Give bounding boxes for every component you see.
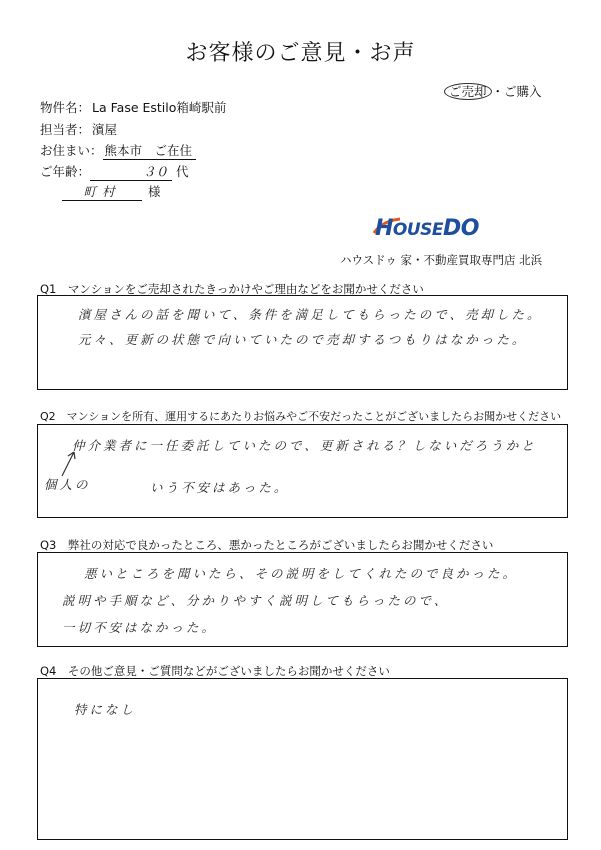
- answer-2-line-3: いう不安はあった。: [150, 480, 290, 495]
- answer-3-line-1: 悪いところを聞いたら、その説明をしてくれたので良かった。: [84, 566, 519, 581]
- residence-city: 熊本市: [104, 143, 143, 158]
- property-value: La Fase Estilo箱崎駅前: [92, 100, 227, 115]
- name-suffix: 様: [148, 184, 161, 199]
- property-label: 物件名：: [40, 100, 91, 115]
- staff-value: 濱屋: [92, 122, 118, 137]
- answer-3-line-3: 一切不安はなかった。: [62, 620, 218, 635]
- insert-arrow-icon: [58, 448, 80, 478]
- question-label-1: Q1 マンションをご売却されたきっかけやご理由などをお聞かせください: [40, 282, 424, 296]
- purchase-type-other: ご購入: [504, 84, 542, 99]
- page-title: お客様のご意見・お声: [185, 41, 416, 66]
- answer-2-line-1: 仲介業者に一任委託していたので、更新される？しないだろうかと: [72, 438, 537, 453]
- question-label-4: Q4 その他ご意見・ご質問などがございましたらお聞かせください: [40, 664, 390, 678]
- residence-label: お住まい：: [40, 143, 103, 158]
- question-label-3: Q3 弊社の対応で良かったところ、悪かったところがございましたらお聞かせください: [40, 538, 494, 552]
- purchase-type-selected: ご売却: [444, 83, 492, 100]
- logo-part-ouse: OUSE: [392, 220, 444, 240]
- answer-1-line-1: 濱屋さんの話を聞いて、条件を満足してもらったので、売却した。: [78, 307, 543, 322]
- staff-row: [40, 120, 117, 138]
- shop-name: ハウスドゥ 家・不動産買取専門店 北浜: [340, 253, 543, 267]
- age-value: ３０: [90, 162, 172, 181]
- age-row: [40, 162, 189, 181]
- residence-row: [40, 141, 196, 160]
- customer-name: 町村: [62, 182, 142, 201]
- question-label-2: Q2 マンションを所有、運用するにあたりお悩みやご不安だったことがございましたらお聞かせください: [40, 410, 562, 423]
- company-logo: [375, 216, 479, 241]
- answer-2-line-2: 個人の: [44, 477, 91, 492]
- answer-4-line-1: 特になし: [74, 702, 137, 717]
- age-suffix: 代: [176, 164, 189, 179]
- name-row: [62, 182, 161, 201]
- answer-3-line-2: 説明や手順など、分かりやすく説明してもらったので、: [62, 593, 450, 608]
- property-row: [40, 98, 226, 116]
- purchase-type-separator: ・: [491, 84, 505, 99]
- residence-suffix: ご在住: [154, 143, 193, 158]
- logo-part-h: H: [375, 216, 393, 241]
- staff-label: 担当者：: [40, 122, 91, 137]
- answer-1-line-2: 元々、更新の状態で向いていたので売却するつもりはなかった。: [78, 332, 528, 347]
- logo-part-do: DO: [443, 216, 480, 241]
- purchase-type: [444, 82, 542, 100]
- age-label: ご年齢：: [40, 164, 91, 179]
